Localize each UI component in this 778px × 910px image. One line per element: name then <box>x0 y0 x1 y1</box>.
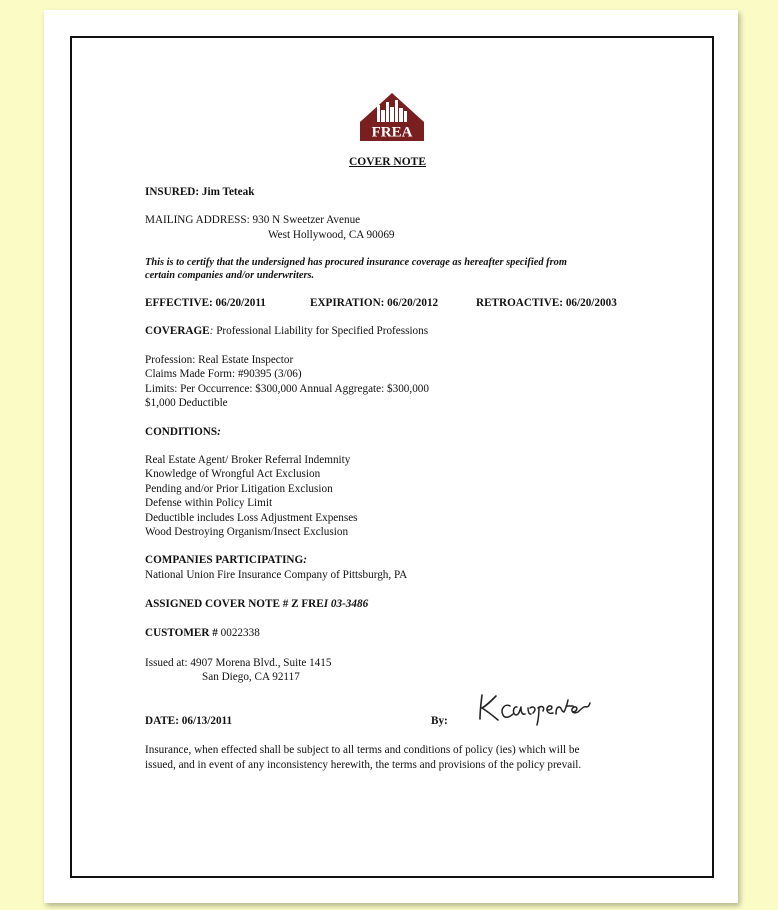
mailing-street: 930 N Sweetzer Avenue <box>252 214 361 226</box>
effective-date: EFFECTIVE: 06/20/2011 <box>145 297 266 309</box>
issued-label: Issued at: <box>145 657 188 669</box>
insured-name: Jim Teteak <box>201 186 255 198</box>
deductible-line: $1,000 Deductible <box>145 397 228 409</box>
frea-logo <box>359 92 425 142</box>
limits-line: Limits: Per Occurrence: $300,000 Annual Aggregate: $300,000 <box>145 383 429 395</box>
issued-line1 <box>145 656 331 671</box>
companies-heading <box>145 553 307 568</box>
expiration-date: EXPIRATION: 06/20/2012 <box>310 297 439 309</box>
companies-colon: : <box>303 554 307 566</box>
customer-line <box>145 626 260 641</box>
conditions-label: CONDITIONS <box>145 426 218 438</box>
date-line: DATE: 06/13/2011 <box>145 715 233 727</box>
logo-text: FREA <box>371 124 413 141</box>
coverage-line <box>145 324 428 339</box>
by-label: By: <box>431 715 448 727</box>
condition-item: Defense within Policy Limit <box>145 497 273 509</box>
retroactive-date: RETROACTIVE: 06/20/2003 <box>476 297 617 309</box>
assigned-label: ASSIGNED COVER NOTE # Z FRE <box>145 598 324 610</box>
condition-item: Real Estate Agent/ Broker Referral Indemnity <box>145 454 351 466</box>
claims-form-line: Claims Made Form: #90395 (3/06) <box>145 368 302 380</box>
companies-label: COMPANIES PARTICIPATING <box>145 554 304 566</box>
assigned-cover-note <box>145 597 368 612</box>
companies-value: National Union Fire Insurance Company of Pittsburgh, PA <box>145 569 408 581</box>
insured-line <box>145 185 254 200</box>
signature <box>476 690 602 726</box>
certify-line1: This is to certify that the undersigned has procured insurance coverage as hereafter specified from <box>145 257 567 268</box>
conditions-heading <box>145 425 221 440</box>
customer-number: 0022338 <box>220 627 260 639</box>
document-title: COVER NOTE <box>349 156 426 168</box>
coverage-value: Professional Liability for Specified Professions <box>216 325 429 337</box>
mailing-city: West Hollywood, CA 90069 <box>268 229 395 241</box>
condition-item: Pending and/or Prior Litigation Exclusion <box>145 483 333 495</box>
customer-label: CUSTOMER # <box>145 627 218 639</box>
conditions-colon: : <box>217 426 221 438</box>
profession-line: Profession: Real Estate Inspector <box>145 354 294 366</box>
footer-line1: Insurance, when effected shall be subject to all terms and conditions of policy (ies) which will be <box>145 744 580 756</box>
footer-line2: issued, and in event of any inconsistency herewith, the terms and provisions of the policy prevail. <box>145 759 582 771</box>
assigned-value: I 03-3486 <box>323 598 369 610</box>
certify-line2: certain companies and/or underwriters. <box>145 270 315 281</box>
mailing-address-line1 <box>145 213 360 228</box>
condition-item: Wood Destroying Organism/Insect Exclusion <box>145 526 349 538</box>
issued-city: San Diego, CA 92117 <box>202 671 300 683</box>
condition-item: Deductible includes Loss Adjustment Expenses <box>145 512 358 524</box>
condition-item: Knowledge of Wrongful Act Exclusion <box>145 468 321 480</box>
mailing-label: MAILING ADDRESS: <box>145 214 250 226</box>
issued-street: 4907 Morena Blvd., Suite 1415 <box>190 657 332 669</box>
coverage-colon: : <box>209 325 214 337</box>
coverage-label: COVERAGE <box>145 325 210 337</box>
insured-label: INSURED: <box>145 186 200 198</box>
